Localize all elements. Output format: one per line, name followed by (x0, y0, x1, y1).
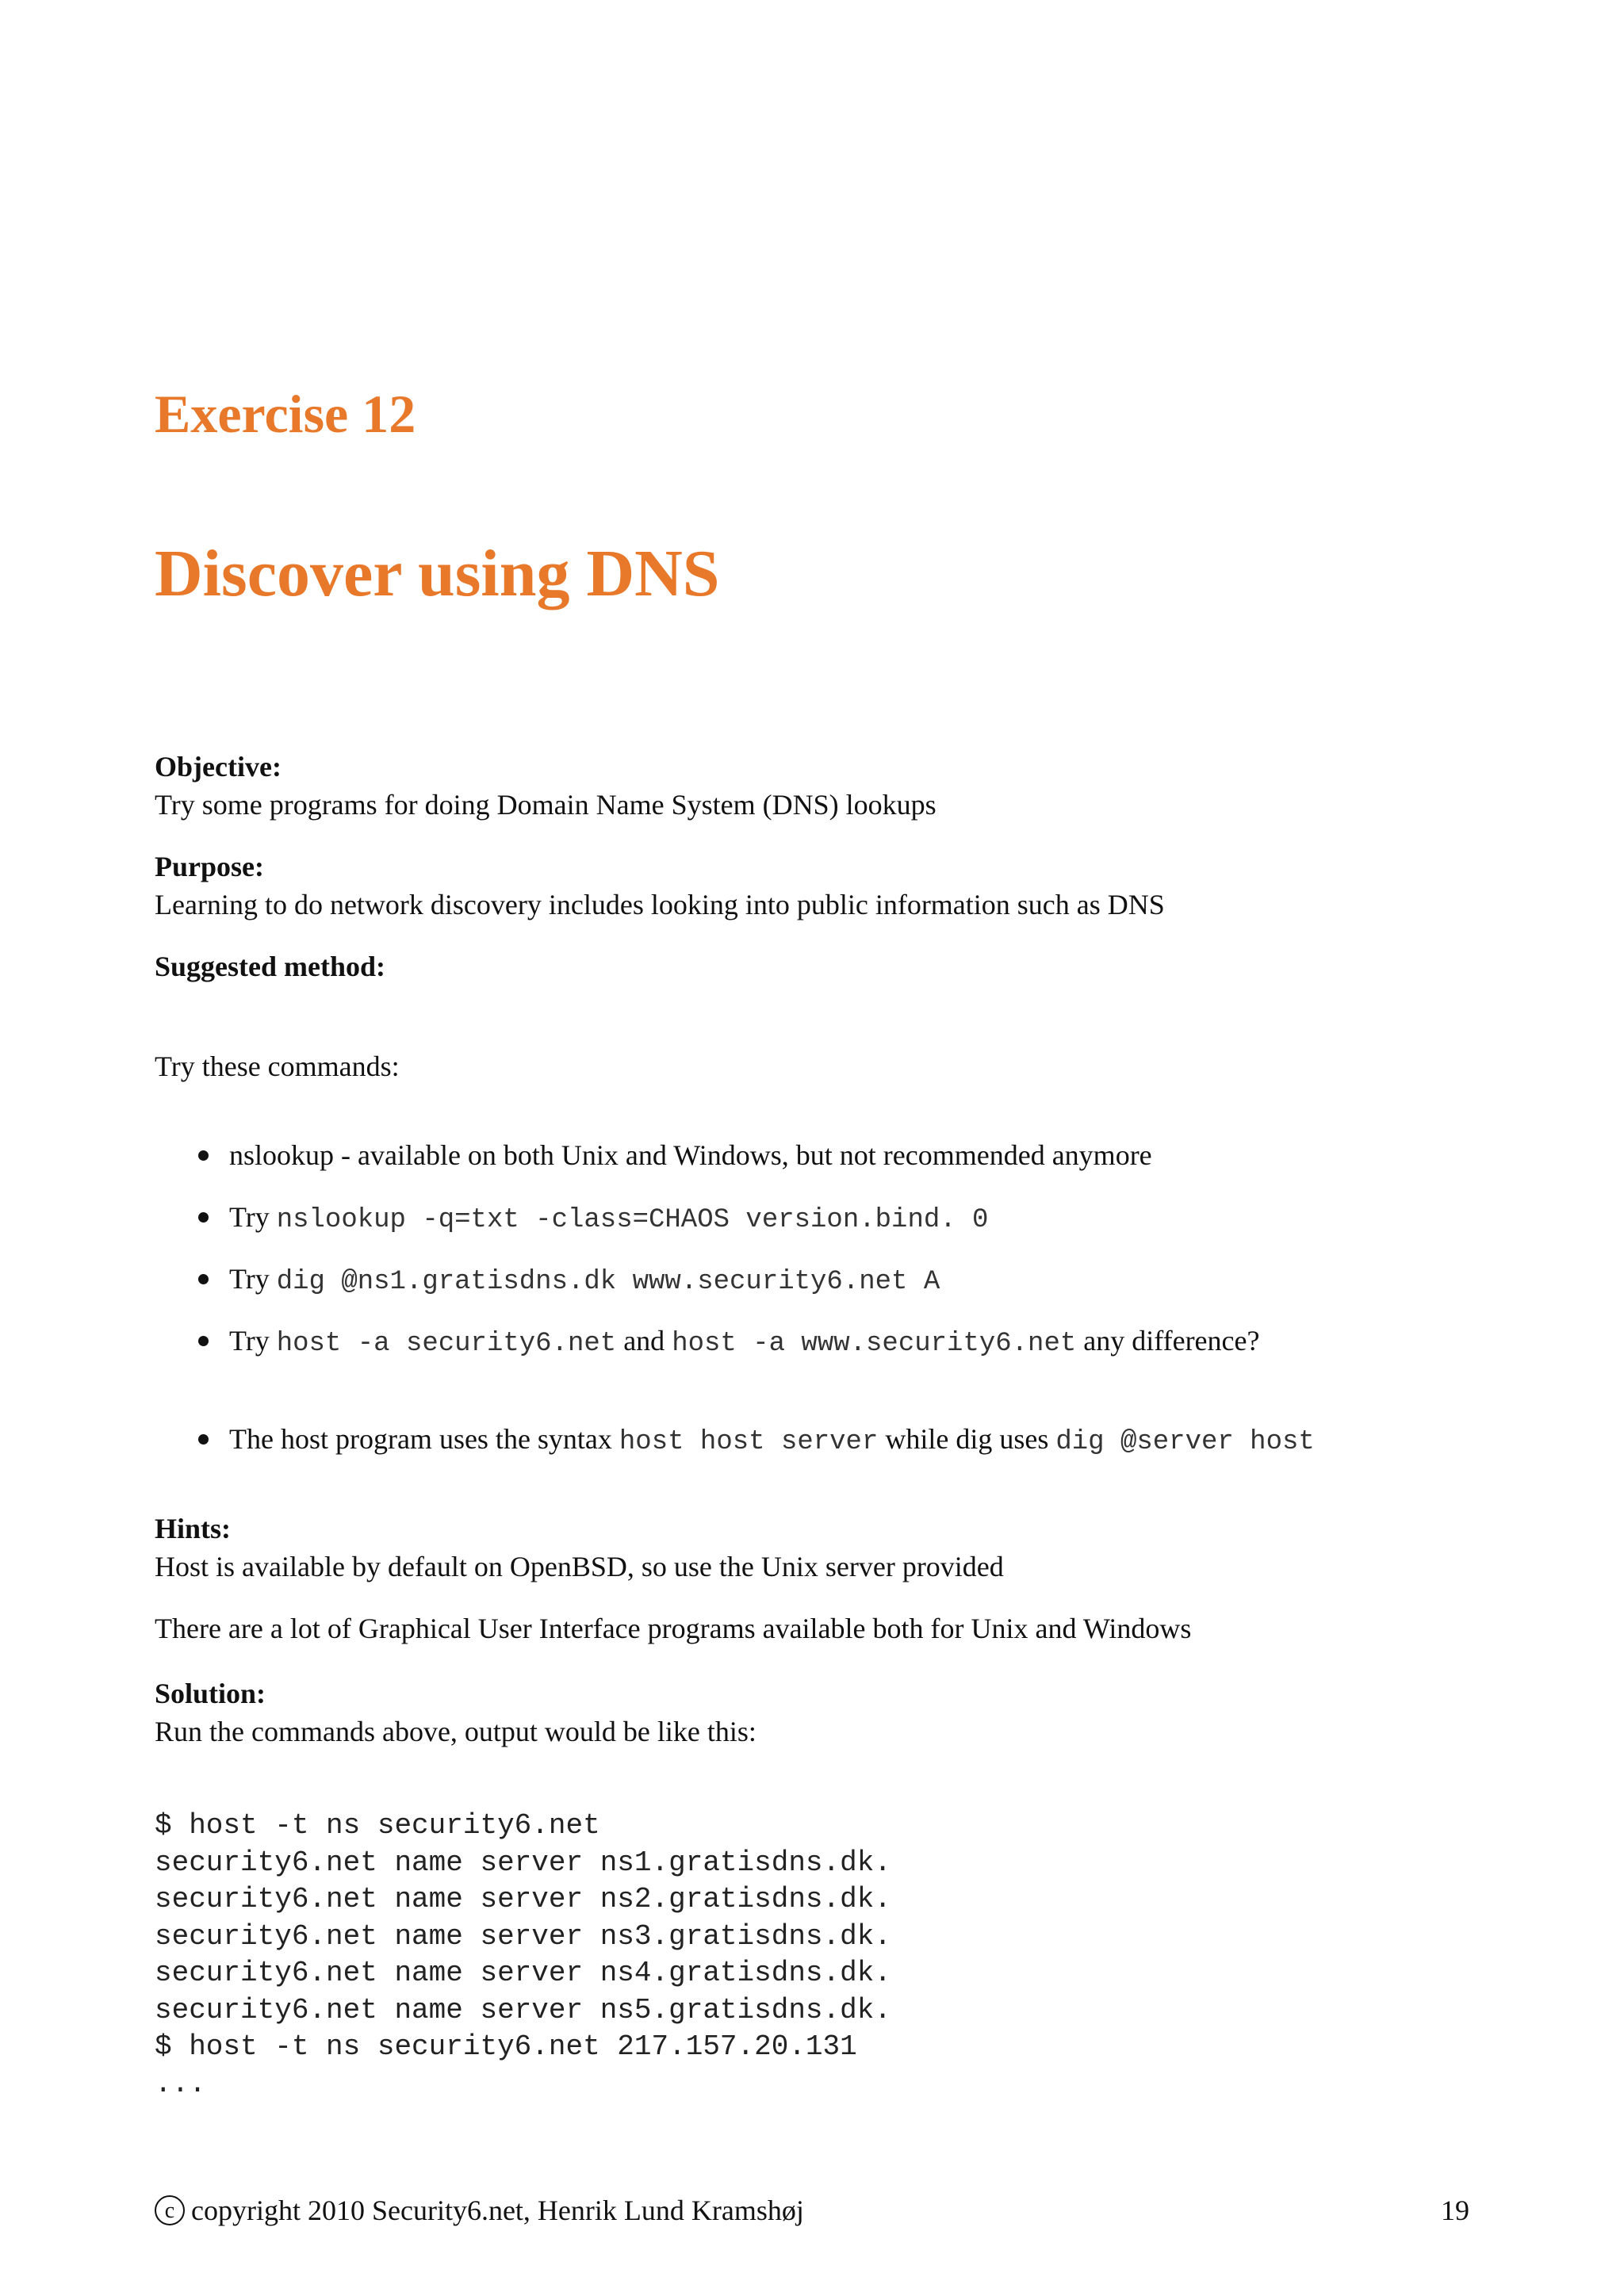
code-line: ... (155, 2067, 206, 2100)
command-code: host host server (619, 1427, 879, 1457)
list-item (198, 1322, 1259, 1363)
purpose-section (155, 848, 1487, 924)
code-line: security6.net name server ns1.gratisdns.dk. (155, 1846, 891, 1879)
footer-copyright (155, 2191, 804, 2229)
bullet-icon (198, 1212, 209, 1223)
command-code: dig @server host (1055, 1427, 1315, 1457)
list-item (198, 1260, 940, 1301)
bullet-icon (198, 1336, 209, 1346)
code-line: security6.net name server ns4.gratisdns.dk. (155, 1957, 891, 1989)
chapter-title: Discover using DNS (155, 537, 720, 610)
bullet-text: while dig uses (885, 1423, 1049, 1455)
list-item (198, 1136, 1152, 1174)
bullet-and: and (623, 1325, 665, 1357)
bullet-icon (198, 1150, 209, 1161)
page-number: 19 (1441, 2195, 1469, 2226)
method-section (155, 947, 1487, 985)
code-line: security6.net name server ns5.gratisdns.dk. (155, 1993, 891, 2026)
bullet-text: nslookup - available on both Unix and Windows, but not recommended anymore (229, 1139, 1152, 1171)
code-line: security6.net name server ns2.gratisdns.dk. (155, 1883, 891, 1915)
hints-label: Hints: (155, 1513, 232, 1544)
bullet-tail: any difference? (1083, 1325, 1260, 1357)
bullet-icon (198, 1274, 209, 1284)
bullet-icon (198, 1434, 209, 1445)
solution-section (155, 1674, 1487, 1751)
chapter-label: Exercise 12 (155, 384, 416, 444)
bullet-try: Try (229, 1263, 270, 1295)
purpose-text: Learning to do network discovery includes looking into public information such as DNS (155, 889, 1165, 920)
solution-text: Run the commands above, output would be like this: (155, 1716, 756, 1747)
purpose-label: Purpose: (155, 851, 264, 882)
hints-text: Host is available by default on OpenBSD, so use the Unix server provided (155, 1551, 1004, 1582)
solution-label: Solution: (155, 1678, 266, 1709)
objective-label: Objective: (155, 751, 282, 783)
command-code: nslookup -q=txt -class=CHAOS version.bind. 0 (276, 1205, 989, 1235)
code-line: $ host -t ns security6.net 217.157.20.131 (155, 2030, 857, 2063)
code-block (155, 1808, 891, 2103)
method-intro (155, 1047, 1487, 1085)
bullet-try: Try (229, 1201, 270, 1233)
list-item (198, 1198, 988, 1239)
command-code: dig @ns1.gratisdns.dk www.security6.net A (276, 1267, 940, 1297)
method-label: Suggested method: (155, 951, 386, 982)
command-code: host -a security6.net (276, 1329, 617, 1359)
objective-section (155, 748, 1487, 824)
list-item (198, 1420, 1315, 1461)
command-code: host -a www.security6.net (672, 1329, 1077, 1359)
bullet-text: The host program uses the syntax (229, 1423, 612, 1455)
hints-section (155, 1510, 1487, 1586)
copyright-icon: c (155, 2195, 185, 2225)
copyright-text: copyright 2010 Security6.net, Henrik Lund Kramshøj (191, 2195, 804, 2226)
bullet-try: Try (229, 1325, 270, 1357)
code-line: $ host -t ns security6.net (155, 1809, 600, 1842)
code-line: security6.net name server ns3.gratisdns.dk. (155, 1919, 891, 1953)
objective-text: Try some programs for doing Domain Name System (DNS) lookups (155, 789, 936, 821)
method-intro-text: Try these commands: (155, 1050, 400, 1082)
hints-text: There are a lot of Graphical User Interface programs available both for Unix and Windows (155, 1613, 1192, 1644)
hints-extra (155, 1609, 1487, 1647)
